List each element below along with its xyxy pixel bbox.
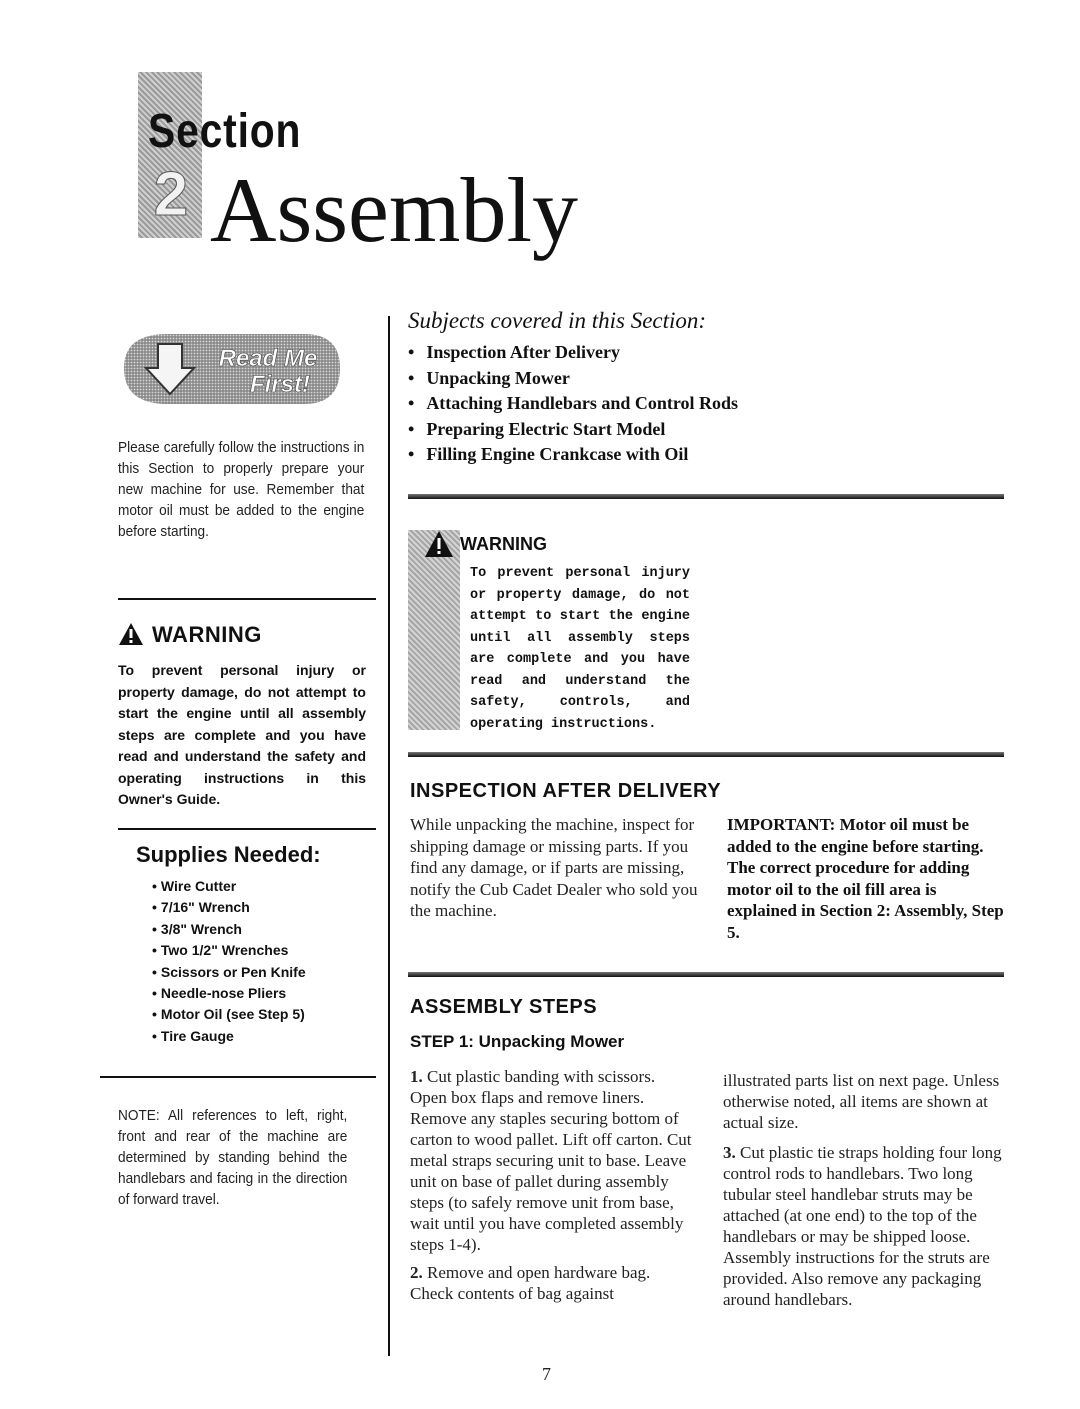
section-number: 2 [153, 160, 189, 229]
list-item: • Needle-nose Pliers [152, 983, 306, 1004]
list-item: • Preparing Electric Start Model [408, 417, 738, 443]
divider [118, 828, 376, 830]
readme-line2: First! [250, 371, 310, 398]
warning-heading: WARNING [460, 534, 547, 554]
important-note: IMPORTANT: Motor oil must be added to the engine before starting. The correct procedure for adding motor oil to the oil fill area is explained in Section 2: Assembly, Step 5. [727, 815, 1004, 942]
step-number: 1. [410, 1067, 423, 1086]
list-item: • Tire Gauge [152, 1026, 306, 1047]
section-label: Section [148, 105, 302, 158]
step-text-col1 [410, 1066, 694, 1311]
step-heading: STEP 1: Unpacking Mower [410, 1032, 625, 1051]
divider [408, 494, 1004, 499]
subjects-title: Subjects covered in this Section: [408, 308, 707, 333]
step-number: 2. [410, 1263, 423, 1282]
page-number: 7 [542, 1364, 551, 1384]
inspection-text: While unpacking the machine, inspect for shipping damage or missing parts. If you find any damage, or if parts are missing, notify the Cub Cadet Dealer who sold you the machine. [410, 815, 698, 920]
supplies-list [152, 876, 306, 1047]
divider [408, 972, 1004, 977]
warning-heading: WARNING [152, 622, 262, 647]
list-item: • Attaching Handlebars and Control Rods [408, 391, 738, 417]
step-text: Remove and open hardware bag. Check contents of bag against [410, 1263, 651, 1303]
list-item: • 7/16" Wrench [152, 897, 306, 918]
list-item: • Scissors or Pen Knife [152, 962, 306, 983]
divider [408, 752, 1004, 757]
subjects-list [408, 340, 738, 468]
step-text: Cut plastic banding with scissors. Open box flaps and remove liners. Remove any staples securing bottom of carton to wood pallet. Lift off carton. Cut metal straps securing unit to base. Leave unit on base of pallet during assembly steps (to safely remove unit from base, wait until you have completed assembly steps 1-4). [410, 1067, 692, 1254]
inspection-heading: INSPECTION AFTER DELIVERY [410, 780, 722, 802]
warning-triangle-icon [118, 622, 144, 646]
intro-text: Please carefully follow the instructions in this Section to properly prepare your new machine for use. Remember that motor oil must be added to the engine before starting. [118, 440, 365, 540]
note-text: NOTE: All references to left, right, front and rear of the machine are determined by standing behind the handlebars and facing in the direction of forward travel. [118, 1108, 348, 1208]
assembly-heading: ASSEMBLY STEPS [410, 996, 598, 1018]
step-text: Cut plastic tie straps holding four long control rods to handlebars. Two long tubular steel handlebar struts may be attached (at one end) to the top of the handlebars or may be shipped loose. Assembly instructions for the struts are provided. Also remove any packaging around handlebars. [723, 1143, 1002, 1309]
divider [118, 598, 376, 600]
warning-text: To prevent personal injury or property damage, do not attempt to start the engine until all assembly steps are complete and you have read and understand the safety and operating instructions in this Owner's Guide. [118, 662, 366, 807]
supplies-title: Supplies Needed: [136, 842, 321, 867]
step-text: illustrated parts list on next page. Unless otherwise noted, all items are shown at actual size. [723, 1071, 1000, 1132]
list-item: • Filling Engine Crankcase with Oil [408, 442, 738, 468]
list-item: • Inspection After Delivery [408, 340, 738, 366]
step-text-col2 [723, 1070, 1005, 1317]
divider [100, 1076, 376, 1078]
step-number: 3. [723, 1143, 736, 1162]
list-item: • Motor Oil (see Step 5) [152, 1004, 306, 1025]
column-divider [388, 316, 390, 1356]
warning-triangle-icon [424, 530, 454, 558]
list-item: • Wire Cutter [152, 876, 306, 897]
read-me-first-badge [118, 328, 344, 408]
list-item: • 3/8" Wrench [152, 919, 306, 940]
list-item: • Two 1/2" Wrenches [152, 940, 306, 961]
list-item: • Unpacking Mower [408, 366, 738, 392]
readme-line1: Read Me [218, 345, 318, 372]
page-title: Assembly [210, 159, 578, 261]
warning-bar [408, 530, 460, 730]
warning-text: To prevent personal injury or property damage, do not attempt to start the engine until all assembly steps are complete and you have read and understand the safety, controls, and operating instructions. [470, 566, 690, 732]
